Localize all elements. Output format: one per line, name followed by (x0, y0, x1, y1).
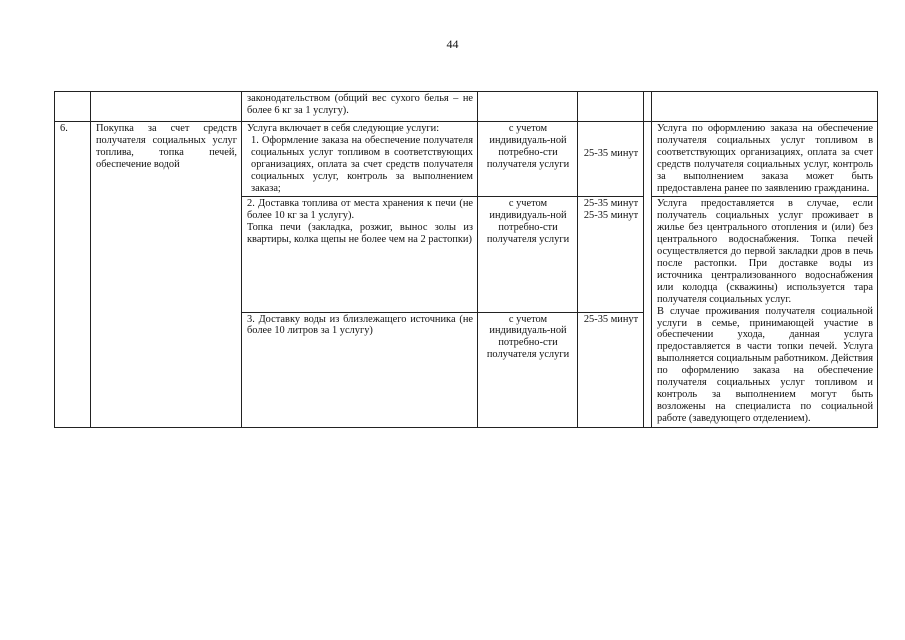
page-number: 44 (446, 37, 459, 51)
cell-service-name: Покупка за счет средств получателя социальных услуг топлива, топка печей, обеспечение водой (91, 122, 242, 428)
cell-name-empty (91, 92, 242, 122)
cell-subservice-1-description (242, 122, 478, 197)
cell-subservice-2-description (242, 197, 478, 312)
subservice-intro: Услуга включает в себя следующие услуги: (247, 123, 440, 134)
table-row-service-6-part-1 (55, 122, 878, 197)
services-table (54, 91, 878, 428)
cell-shared-conditions (652, 197, 878, 427)
cell-volume-empty (478, 92, 578, 122)
cell-number-empty (55, 92, 91, 122)
conditions-family-text: В случае проживания получателя социальной услуги в семье, принимающей участие в обеспечении ухода, данная услуга предоставляется в части топки печей. Услуга выполняется социальным работником. Действия по оформлению заказа на обеспечение получателя социальных услуг топливом и контроль за выполнением могут быть возложены на специалиста по социальной работе (заведующего отделением). (657, 305, 873, 424)
subservice-1-text: 1. Оформление заказа на обеспечение получателя социальных услуг топливом в соответствующих организациях, оплата за счет средств получателя социальных услуг, контроль за выполнением заказа; (251, 134, 473, 194)
cell-time-empty (578, 92, 644, 122)
subservice-2-time: 25-35 минут (583, 198, 639, 210)
conditions-shared-text: Услуга предоставляется в случае, если получатель социальных услуг проживает в жилье без центрального отопления и (или) без центрального водоснабжения. Топка печей осуществляется до первой закладки дров в печь после растопки. При доставке воды из источника централизованного водоснабжения или колодца (скважины) используется тара получателя социальных услуг. (657, 198, 873, 305)
cell-subservice-1-time: 25-35 минут (578, 122, 644, 197)
cell-blank-empty (644, 92, 652, 122)
subservice-2-time-extra: 25-35 минут (583, 210, 639, 222)
cell-blank (644, 122, 652, 428)
cell-subservice-3-description: 3. Доставку воды из близлежащего источника (не более 10 литров за 1 услугу) (242, 312, 478, 427)
cell-subservice-2-volume: с учетом индивидуаль-ной потребно-сти получателя услуги (478, 197, 578, 312)
subservice-2-text: 2. Доставка топлива от места хранения к печи (не более 10 кг за 1 услугу). (247, 198, 473, 222)
cell-conditions-empty (652, 92, 878, 122)
cell-service-number: 6. (55, 122, 91, 428)
cell-subservice-3-time: 25-35 минут (578, 312, 644, 427)
cell-subservice-1-conditions: Услуга по оформлению заказа на обеспечение получателя социальных услуг топливом в соответствующих организациях, оплата за счет средств получателя социальных услуг, контроль за выполнением заказа может быть предоставлена ранее по заявлению гражданина. (652, 122, 878, 197)
cell-subservice-3-volume: с учетом индивидуаль-ной потребно-сти получателя услуги (478, 312, 578, 427)
cell-subservice-2-time (578, 197, 644, 312)
subservice-2-extra-text: Топка печи (закладка, розжиг, вынос золы из квартиры, колка щепы не более чем на 2 растопки) (247, 222, 473, 246)
cell-subservice-1-volume: с учетом индивидуаль-ной потребно-сти получателя услуги (478, 122, 578, 197)
table-row-continuation (55, 92, 878, 122)
cell-description-continuation: законодательством (общий вес сухого белья – не более 6 кг за 1 услугу). (242, 92, 478, 122)
